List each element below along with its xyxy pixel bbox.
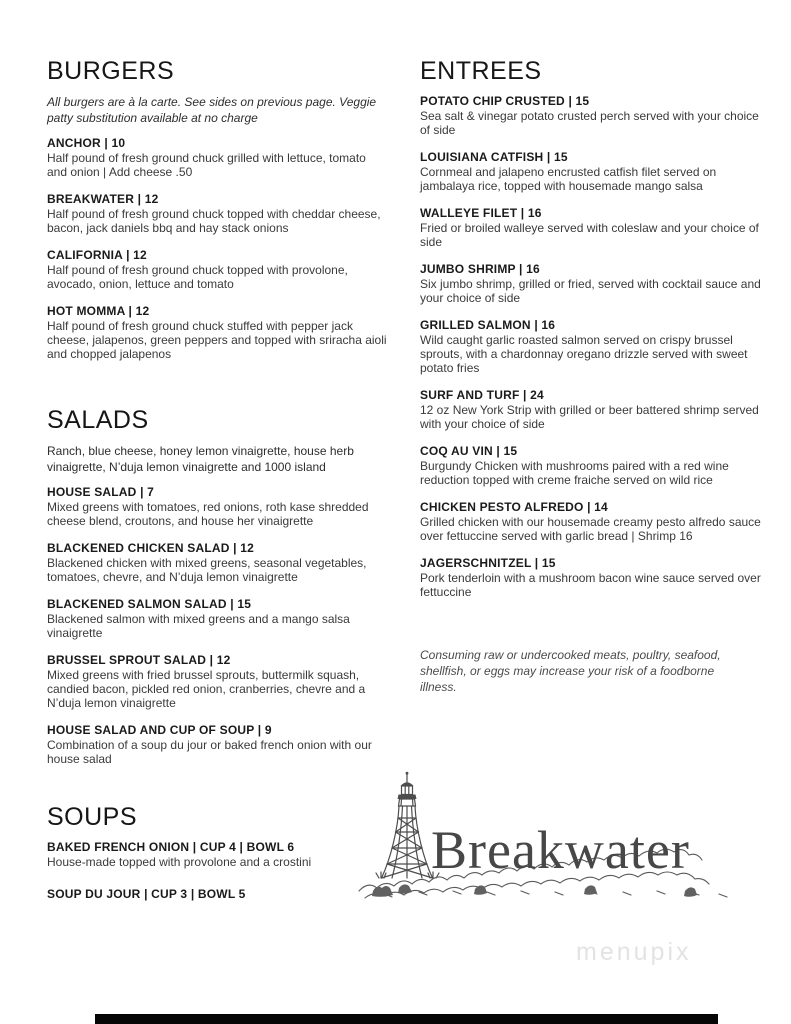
item-description: 12 oz New York Strip with grilled or beer battered shrimp served with your choice of side <box>420 403 759 431</box>
item-description: Six jumbo shrimp, grilled or fried, served with cocktail sauce and your choice of side <box>420 277 761 305</box>
item-description: Combination of a soup du jour or baked french onion with our house salad <box>47 738 372 766</box>
item-title: ANCHOR | 10 <box>47 136 126 150</box>
entrees-heading: ENTREES <box>420 57 542 85</box>
menu-item <box>420 318 762 375</box>
menu-item <box>47 887 389 901</box>
section-burgers <box>47 56 389 361</box>
menu-item <box>420 556 762 599</box>
item-title: BRUSSEL SPROUT SALAD | 12 <box>47 653 231 667</box>
burgers-heading: BURGERS <box>47 57 175 85</box>
left-column <box>47 0 389 914</box>
item-description: House-made topped with provolone and a crostini <box>47 855 312 869</box>
item-title: BLACKENED CHICKEN SALAD | 12 <box>47 541 254 555</box>
item-title: SURF AND TURF | 24 <box>420 388 544 402</box>
menu-item <box>420 94 762 137</box>
item-description: Half pound of fresh ground chuck topped with cheddar cheese, bacon, jack daniels bbq and hay stack onions <box>47 207 381 235</box>
item-title: SOUP DU JOUR | CUP 3 | BOWL 5 <box>47 887 246 901</box>
item-description: Half pound of fresh ground chuck grilled with lettuce, tomato and onion | Add cheese .50 <box>47 151 366 179</box>
soups-heading: SOUPS <box>47 803 138 831</box>
item-title: HOUSE SALAD AND CUP OF SOUP | 9 <box>47 723 272 737</box>
item-description: Grilled chicken with our housemade creamy pesto alfredo sauce over fettuccine served with garlic bread | Shrimp 16 <box>420 515 761 543</box>
item-title: JUMBO SHRIMP | 16 <box>420 262 540 276</box>
item-title: HOUSE SALAD | 7 <box>47 485 155 499</box>
item-title: HOT MOMMA | 12 <box>47 304 150 318</box>
item-description: Burgundy Chicken with mushrooms paired with a red wine reduction topped with creme fraiche served on wild rice <box>420 459 729 487</box>
item-description: Blackened salmon with mixed greens and a mango salsa vinaigrette <box>47 612 350 640</box>
menu-item <box>47 723 389 766</box>
menu-item <box>47 840 389 869</box>
menu-item <box>47 485 389 528</box>
item-title: GRILLED SALMON | 16 <box>420 318 556 332</box>
menu-item <box>420 444 762 487</box>
menu-item <box>47 248 389 291</box>
item-description: Mixed greens with tomatoes, red onions, roth kase shredded cheese blend, croutons, and house her vinaigrette <box>47 500 369 528</box>
menu-item <box>47 597 389 640</box>
item-title: POTATO CHIP CRUSTED | 15 <box>420 94 590 108</box>
item-description: Mixed greens with fried brussel sprouts, buttermilk squash, candied bacon, pickled red onion, cranberries, chevre and a N’duja lemon vinaigrette <box>47 668 366 710</box>
salads-heading: SALADS <box>47 406 149 434</box>
item-description: Fried or broiled walleye served with coleslaw and your choice of side <box>420 221 759 249</box>
right-column <box>420 0 762 707</box>
menu-item <box>47 136 389 179</box>
menu-item <box>420 150 762 193</box>
item-description: Pork tenderloin with a mushroom bacon wine sauce served over fettuccine <box>420 571 761 599</box>
menu-item <box>47 304 389 361</box>
item-description: Sea salt & vinegar potato crusted perch served with your choice of side <box>420 109 759 137</box>
logo-wordmark: Breakwater <box>431 820 690 880</box>
menu-item <box>47 653 389 710</box>
breakwater-logo <box>355 770 757 910</box>
menu-item <box>420 206 762 249</box>
item-title: BAKED FRENCH ONION | CUP 4 | BOWL 6 <box>47 840 295 854</box>
section-entrees <box>420 56 762 599</box>
item-title: BLACKENED SALMON SALAD | 15 <box>47 597 252 611</box>
item-title: COQ AU VIN | 15 <box>420 444 518 458</box>
item-description: Wild caught garlic roasted salmon served on crispy brussel sprouts, with a chardonnay oregano drizzle served with sweet potato fries <box>420 333 748 375</box>
burgers-note: All burgers are à la carte. See sides on previous page. Veggie patty substitution available at no charge <box>47 95 377 125</box>
item-title: LOUISIANA CATFISH | 15 <box>420 150 568 164</box>
item-title: CALIFORNIA | 12 <box>47 248 147 262</box>
item-description: Half pound of fresh ground chuck stuffed with pepper jack cheese, jalapenos, green peppers and topped with sriracha aioli and chopped jalapenos <box>47 319 387 361</box>
item-description: Blackened chicken with mixed greens, seasonal vegetables, tomatoes, chevre, and N’duja lemon vinaigrette <box>47 556 367 584</box>
item-title: BREAKWATER | 12 <box>47 192 159 206</box>
scan-artifact-bar <box>95 1014 718 1024</box>
item-title: JAGERSCHNITZEL | 15 <box>420 556 556 570</box>
salads-note: Ranch, blue cheese, honey lemon vinaigrette, house herb vinaigrette, N’duja lemon vinaigrette and 1000 island <box>47 444 354 474</box>
disclaimer-text: Consuming raw or undercooked meats, poultry, seafood, shellfish, or eggs may increase your risk of a foodborne illness. <box>420 648 721 694</box>
section-salads <box>47 405 389 766</box>
item-description: Cornmeal and jalapeno encrusted catfish filet served on jambalaya rice, topped with housemade mango salsa <box>420 165 717 193</box>
menu-item <box>47 541 389 584</box>
menu-item <box>420 262 762 305</box>
item-title: CHICKEN PESTO ALFREDO | 14 <box>420 500 608 514</box>
menu-item <box>420 388 762 431</box>
item-title: WALLEYE FILET | 16 <box>420 206 542 220</box>
menu-item <box>420 500 762 543</box>
menu-item <box>47 192 389 235</box>
section-soups <box>47 802 389 901</box>
item-description: Half pound of fresh ground chuck topped with provolone, avocado, onion, lettuce and tomato <box>47 263 348 291</box>
menupix-watermark: menupix <box>576 938 692 966</box>
